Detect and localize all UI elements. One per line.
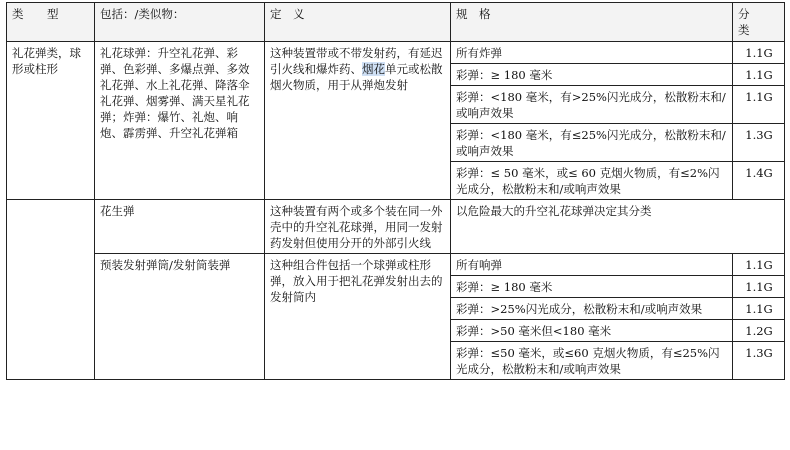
includes-cell: 花生弹 xyxy=(95,200,265,254)
class-cell: 1.1G xyxy=(733,298,785,320)
type-cell: 礼花弹类，球形或柱形 xyxy=(7,42,95,200)
spec-cell: 彩弹：≤ 50 毫米，或≤ 60 克烟火物质，有≤2%闪光成分，松散粉末和/或响声效果 xyxy=(451,162,733,200)
header-spec: 规 格 xyxy=(451,3,733,42)
class-cell: 1.1G xyxy=(733,42,785,64)
definition-cell: 这种装置有两个或多个装在同一外壳中的升空礼花球弹，用同一发射药发射但使用分开的外部引火线 xyxy=(265,200,451,254)
header-class: 分 类 xyxy=(733,3,785,42)
spec-cell: 彩弹：≥ 180 毫米 xyxy=(451,64,733,86)
spec-cell: 彩弹：<180 毫米，有>25%闪光成分，松散粉末和/或响声效果 xyxy=(451,86,733,124)
spec-cell: 彩弹：>50 毫米但<180 毫米 xyxy=(451,320,733,342)
class-cell: 1.1G xyxy=(733,64,785,86)
class-cell: 1.1G xyxy=(733,86,785,124)
class-cell: 1.4G xyxy=(733,162,785,200)
table-row xyxy=(7,42,785,64)
spec-cell: 以危险最大的升空礼花球弹决定其分类 xyxy=(451,200,785,254)
table-row xyxy=(7,200,785,254)
class-cell: 1.3G xyxy=(733,124,785,162)
spec-cell: 彩弹：≥ 180 毫米 xyxy=(451,276,733,298)
class-cell: 1.1G xyxy=(733,276,785,298)
spec-cell: 彩弹：≤50 毫米，或≤60 克烟火物质，有≤25%闪光成分，松散粉末和/或响声效果 xyxy=(451,342,733,380)
spec-cell: 所有炸弹 xyxy=(451,42,733,64)
includes-cell: 礼花球弹：升空礼花弹、彩弹、色彩弹、多爆点弹、多效礼花弹、水上礼花弹、降落伞礼花弹、烟雾弹、满天星礼花弹；炸弹：爆竹、礼炮、响炮、霹雳弹、升空礼花弹箱 xyxy=(95,42,265,200)
fireworks-classification-table xyxy=(6,2,785,380)
spec-cell: 所有响弹 xyxy=(451,254,733,276)
header-row xyxy=(7,3,785,42)
header-type: 类 型 xyxy=(7,3,95,42)
includes-cell: 预装发射弹筒/发射筒装弹 xyxy=(95,254,265,380)
table-row xyxy=(7,254,785,276)
class-cell: 1.2G xyxy=(733,320,785,342)
header-includes: 包括：/类似物： xyxy=(95,3,265,42)
class-cell: 1.1G xyxy=(733,254,785,276)
header-definition: 定 义 xyxy=(265,3,451,42)
definition-cell xyxy=(265,42,451,200)
highlighted-text[interactable]: 烟花 xyxy=(362,62,385,76)
definition-text: 单元或松散烟火物质，用于从弹炮发射 xyxy=(270,62,443,92)
definition-cell: 这种组合件包括一个球弹或柱形弹，放入用于把礼花弹发射出去的发射筒内 xyxy=(265,254,451,380)
spec-cell: 彩弹：>25%闪光成分，松散粉末和/或响声效果 xyxy=(451,298,733,320)
definition-text: 这种装置带或不带发射药，有延迟引火线和爆炸药、 xyxy=(270,46,443,76)
spec-cell: 彩弹：<180 毫米，有≤25%闪光成分，松散粉末和/或响声效果 xyxy=(451,124,733,162)
type-cell-empty xyxy=(7,200,95,380)
class-cell: 1.3G xyxy=(733,342,785,380)
